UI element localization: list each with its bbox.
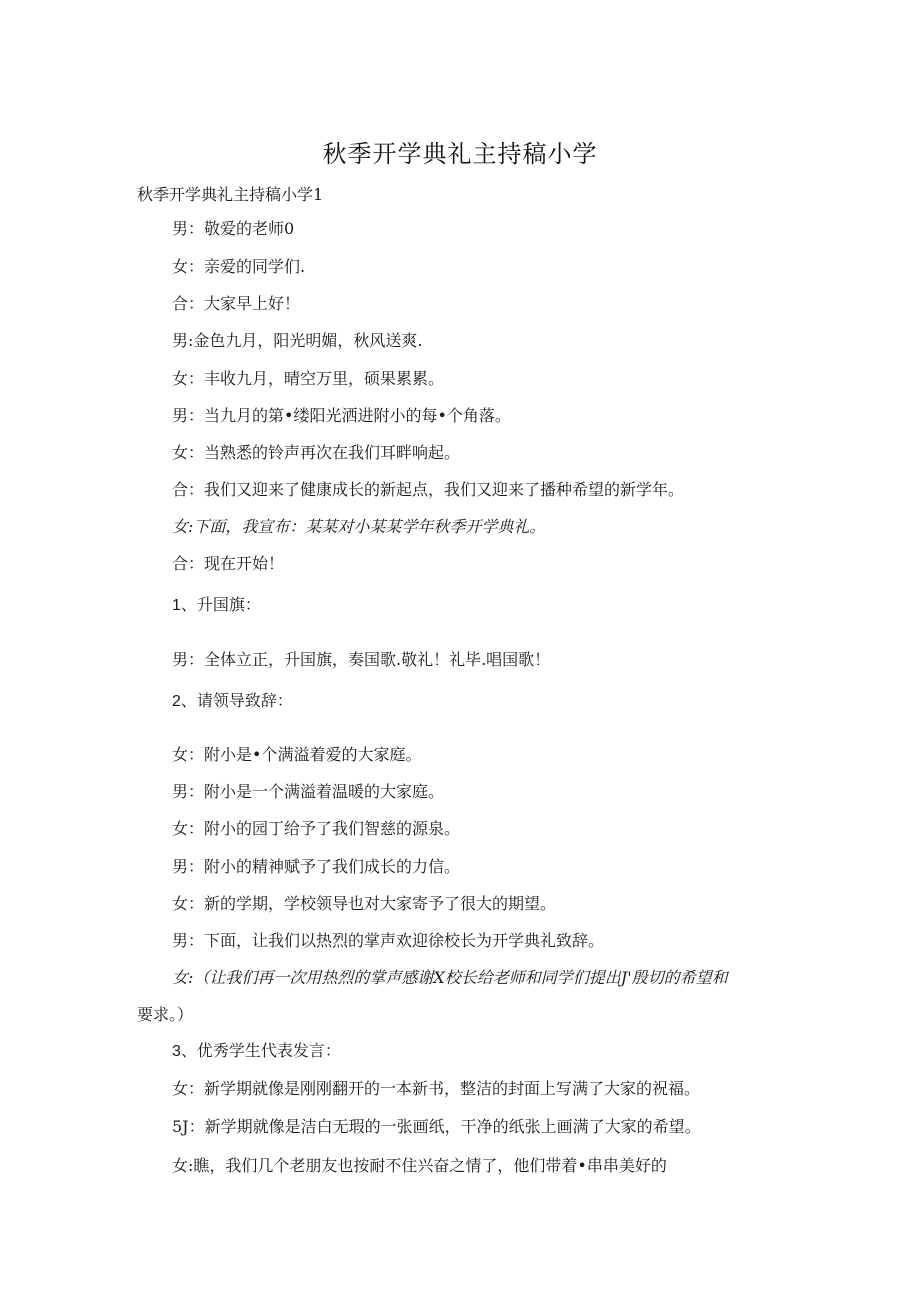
section-heading: 1、升国旗： [172,597,261,614]
paragraph-line: 合：大家早上好！ [172,294,301,313]
section-heading: 3、优秀学生代表发言： [172,1043,341,1060]
paragraph-line: 女：附小是•个满溢着爱的大家庭。 [172,745,422,764]
paragraph-line: 女：新学期就像是刚刚翻开的一本新书，整洁的封面上写满了大家的祝福。 [172,1079,701,1098]
paragraph-line: 女:瞧，我们几个老朋友也按耐不住兴奋之情了，他们带着•串串美好的 [172,1156,667,1175]
paragraph-line: 男：下面，让我们以热烈的掌声欢迎徐校长为开学典礼致辞。 [172,931,605,950]
paragraph-line: 女：当熟悉的铃声再次在我们耳畔响起。 [172,443,461,462]
document-subtitle: 秋季开学典礼主持稿小学1 [137,185,324,204]
paragraph-line: 男:金色九月，阳光明媚，秋风送爽. [172,331,423,350]
paragraph-line: 合：现在开始！ [172,554,285,573]
paragraph-line: 男：当九月的第•缕阳光洒进附小的每•个角落。 [172,406,511,425]
paragraph-line: 5J：新学期就像是洁白无瑕的一张画纸，干净的纸张上画满了大家的希望。 [172,1117,701,1136]
paragraph-line: 女:下面，我宣布：某某对小某某学年秋季开学典礼。 [172,517,546,536]
paragraph-line: 女:（让我们再一次用热烈的掌声感谢X校长给老师和同学们提出J'殷切的希望和 [172,968,728,987]
paragraph-line: 合：我们又迎来了健康成长的新起点，我们又迎来了播种希望的新学年。 [172,480,685,499]
paragraph-line: 男：全体立正，升国旗，奏国歌.敬礼！礼毕.唱国歌！ [172,650,551,669]
document-title: 秋季开学典礼主持稿小学 [322,140,598,168]
paragraph-line: 男：附小的精神赋予了我们成长的力信。 [172,857,461,876]
paragraph-line: 女：新的学期，学校领导也对大家寄予了很大的期望。 [172,894,557,913]
paragraph-line: 男：附小是一个满溢着温暖的大家庭。 [172,782,445,801]
paragraph-line: 要求。） [137,1005,194,1024]
paragraph-line: 女：亲爱的同学们. [172,257,306,276]
paragraph-line: 女：附小的园丁给予了我们智慈的源泉。 [172,819,461,838]
paragraph-line: 女：丰收九月，晴空万里，硕果累累。 [172,369,445,388]
paragraph-line: 男：敬爱的老师0 [172,219,295,238]
section-heading: 2、请领导致辞： [172,693,293,710]
